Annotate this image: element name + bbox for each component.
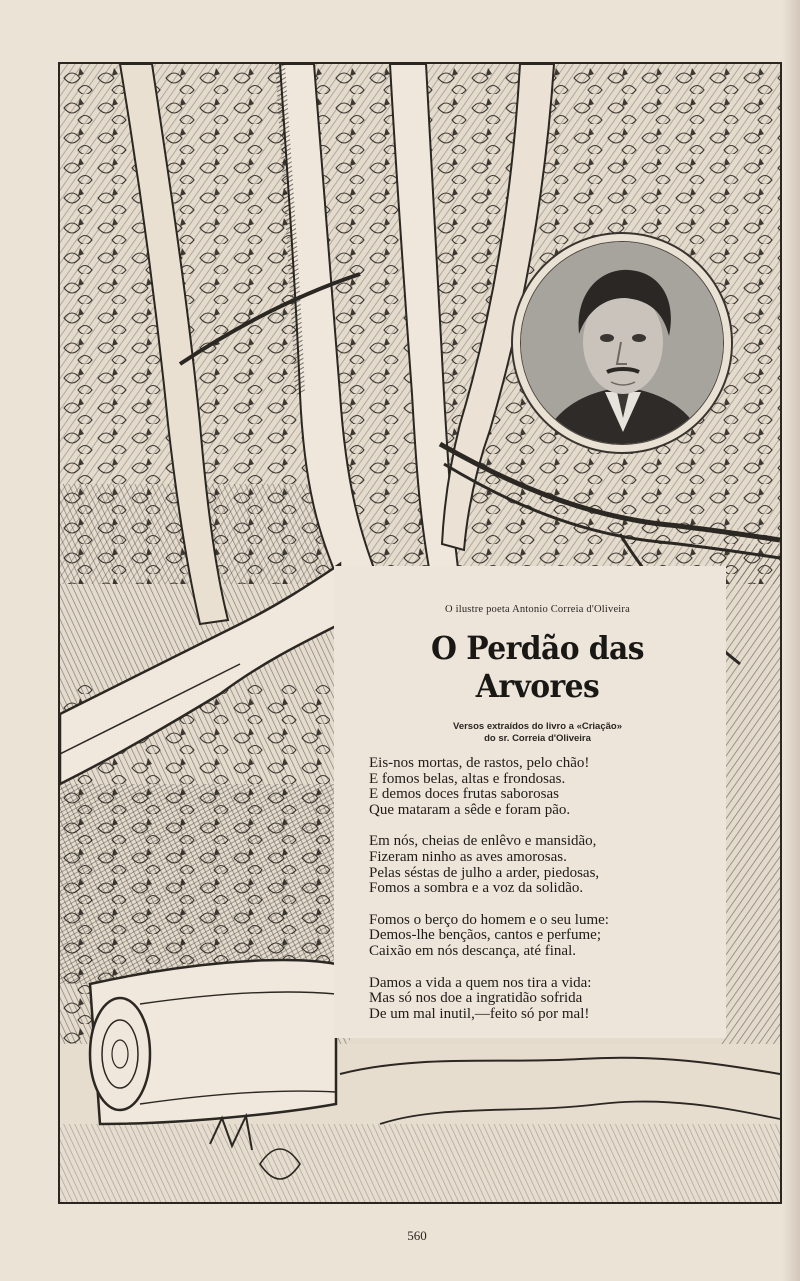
verse-line: Fomos a sombra e a voz da solidão. [369, 880, 584, 897]
poem-title: O Perdão das Arvores [431, 629, 644, 705]
verse-line: Damos a vida a quem nos tira a vida: [369, 974, 592, 991]
stanza-2 [369, 834, 706, 896]
verse-line: Fomos o berço do homem e o seu lume: [369, 911, 609, 928]
poem-panel [334, 566, 726, 1038]
stanza-3 [369, 913, 706, 960]
verse-line: Em nós, cheias de enlêvo e mansidão, [369, 833, 597, 850]
verse-line: Fizeram ninho as aves amorosas. [369, 848, 567, 865]
verse-line: Pelas séstas de julho a arder, piedosas, [369, 864, 600, 881]
poem-subtitle [369, 721, 706, 745]
verse-line: Eis-nos mortas, de rastos, pelo chão! [369, 755, 590, 771]
portrait-caption: O ilustre poeta Antonio Correia d'Oliveira [445, 604, 630, 615]
page-number: 560 [407, 1228, 427, 1243]
verse-line: E demos doces frutas saborosas [369, 786, 559, 803]
verse-line: Caixão em nós descança, até final. [369, 942, 576, 959]
stanza-1 [369, 756, 706, 818]
verse-line: Mas só nos doe a ingratidão sofrida [369, 990, 583, 1007]
poet-portrait-drawing [521, 242, 724, 445]
verse-line: Que mataram a sêde e foram pão. [369, 801, 571, 818]
verse-line: E fomos belas, altas e frondosas. [369, 770, 566, 787]
stanza-4 [369, 976, 706, 1023]
verse-line: De um mal inutil,—feito só por mal! [369, 1005, 590, 1022]
poet-portrait [520, 241, 724, 445]
page-gutter-shadow [782, 0, 800, 1281]
verse-line: Demos-lhe bençãos, cantos e perfume; [369, 927, 601, 944]
subtitle-line: do sr. Correia d'Oliveira [484, 733, 591, 744]
subtitle-line: Versos extraídos do livro a «Criação» [453, 721, 622, 732]
